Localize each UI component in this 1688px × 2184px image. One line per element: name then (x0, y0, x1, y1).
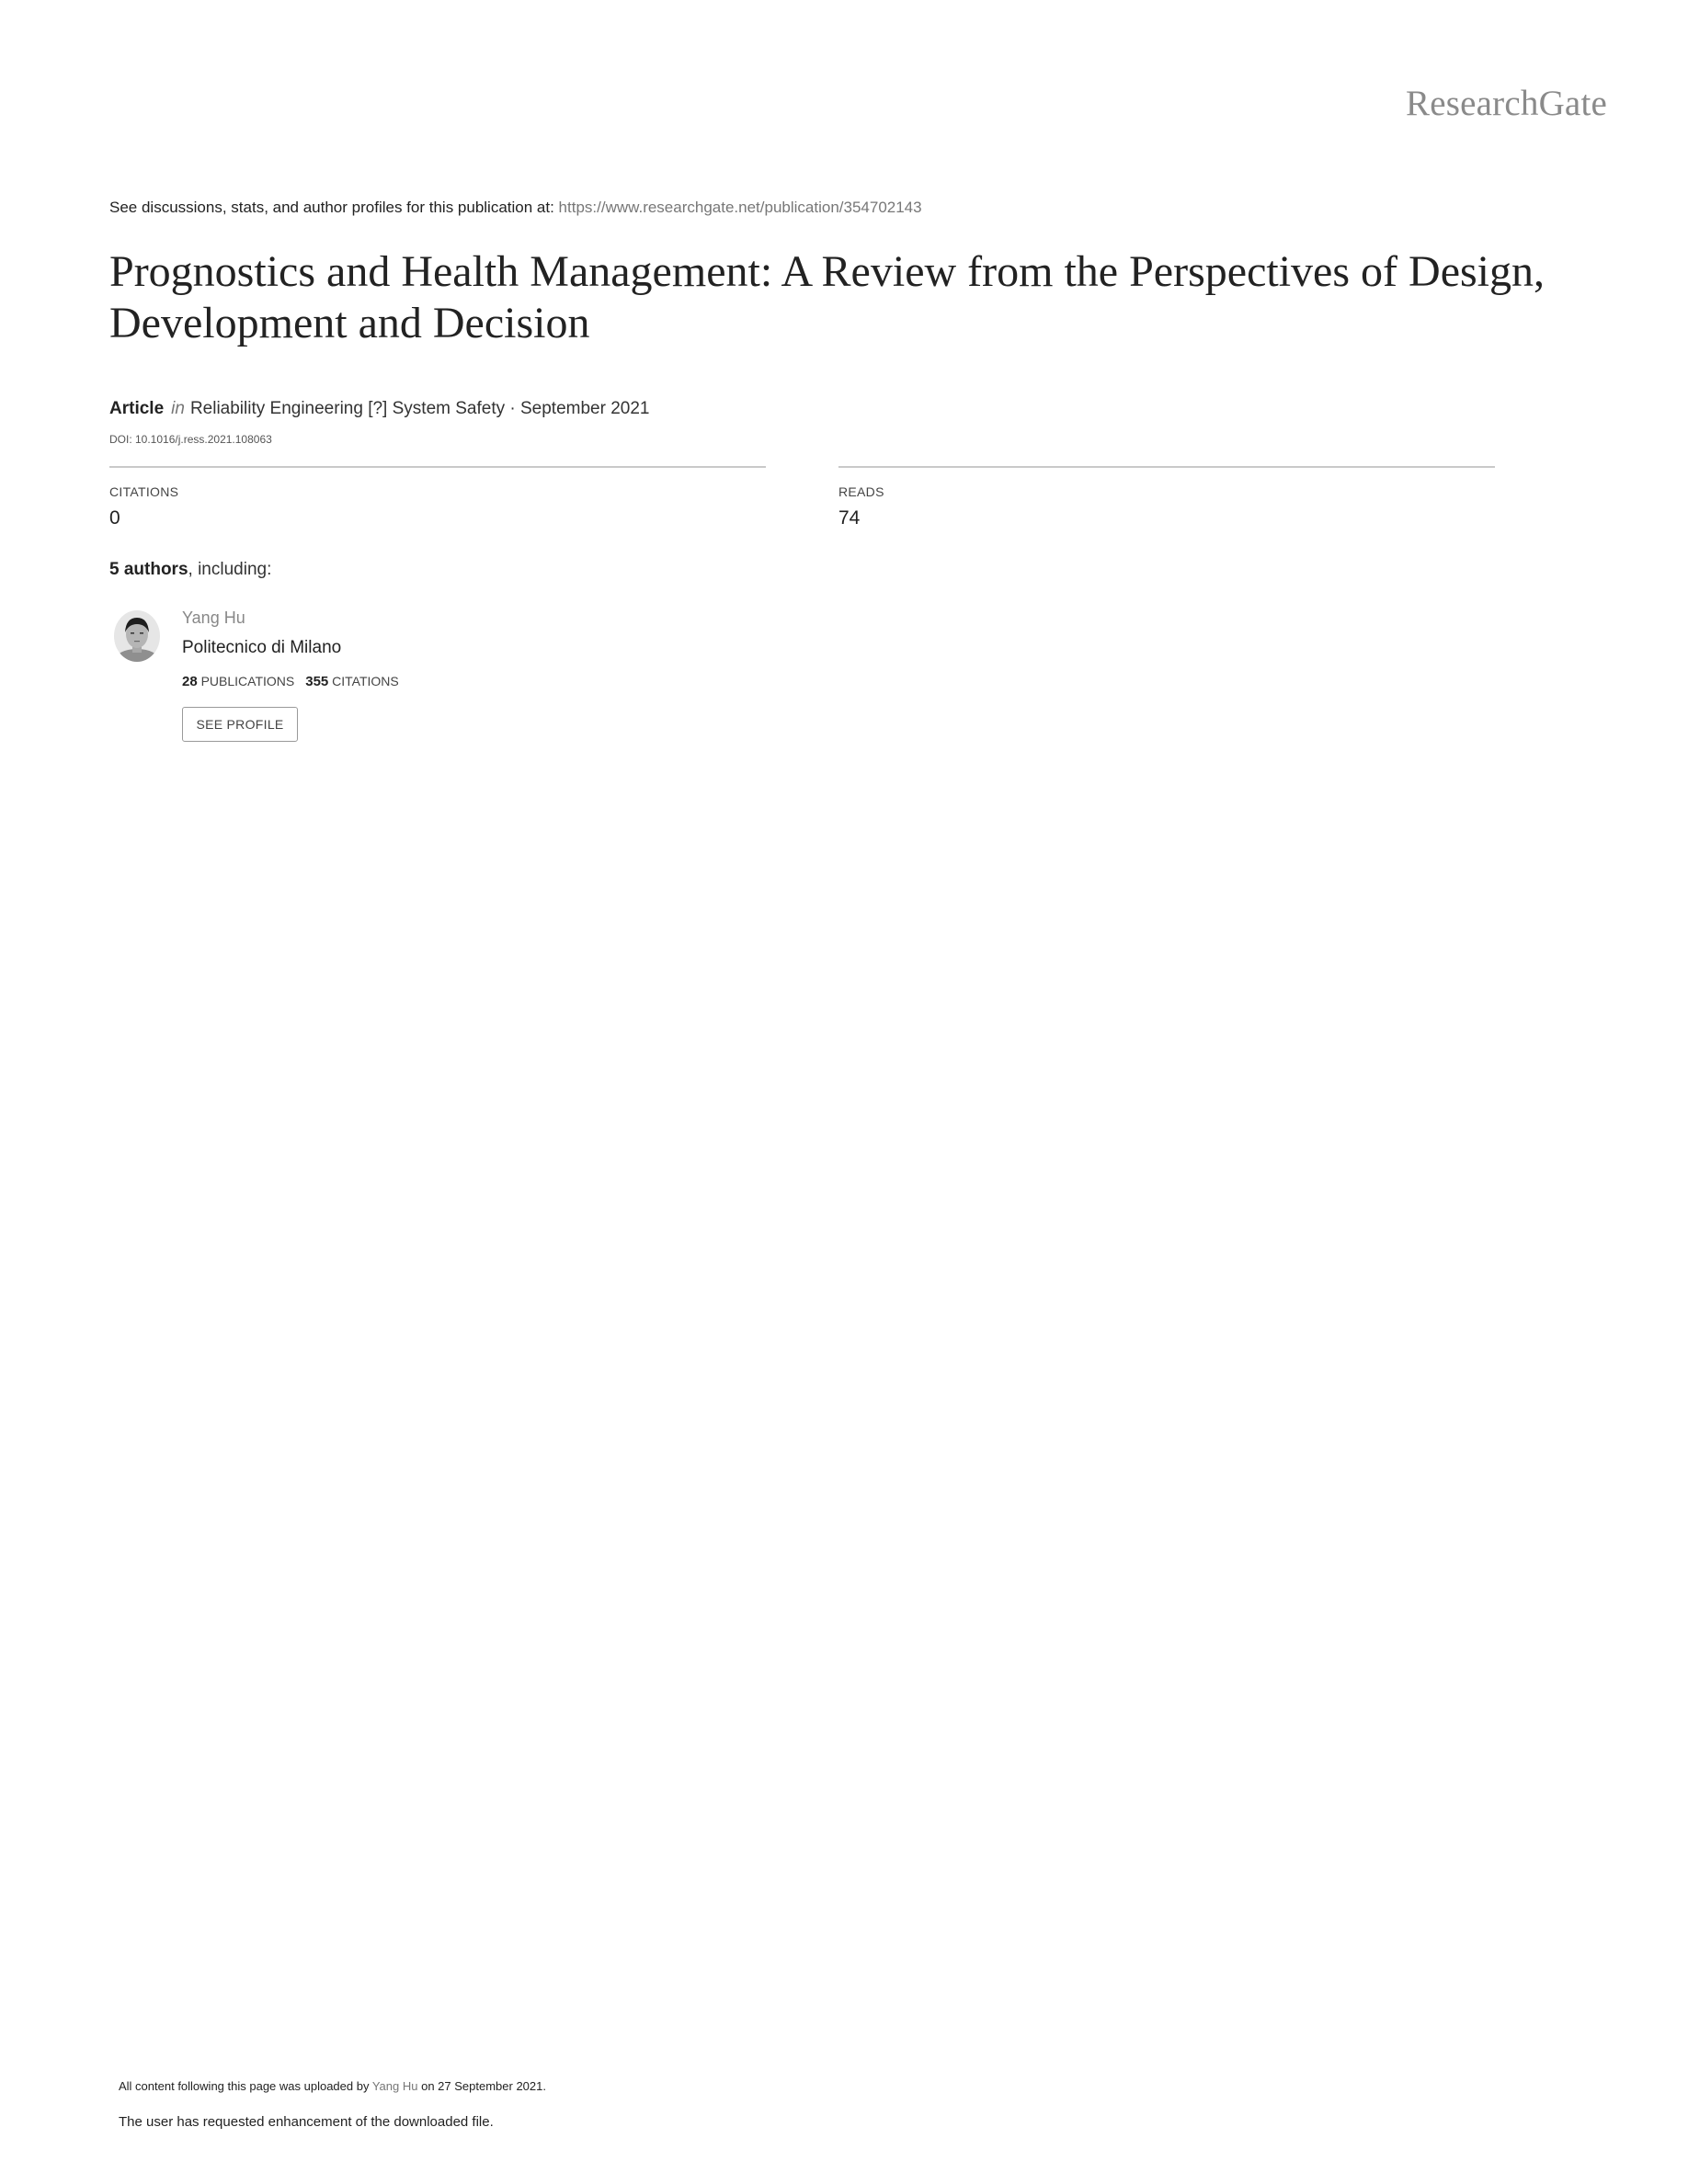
upload-suffix: on 27 September 2021. (417, 2079, 546, 2093)
article-title-line-2: Development and Decision (109, 299, 590, 347)
article-doi: DOI: 10.1016/j.ress.2021.108063 (109, 433, 272, 446)
author-stats (182, 674, 399, 689)
reads-divider (838, 466, 1495, 468)
in-word: in (171, 399, 185, 418)
upload-note (119, 2079, 546, 2093)
author-publications-label: PUBLICATIONS (200, 674, 295, 688)
author-name-link[interactable]: Yang Hu (182, 609, 245, 627)
reads-value: 74 (838, 507, 861, 529)
authors-count-line (109, 560, 271, 580)
citations-value: 0 (109, 507, 120, 529)
citations-label: CITATIONS (109, 484, 179, 499)
journal-and-date: Reliability Engineering [?] System Safety · September 2021 (189, 399, 650, 418)
enhancement-request-note: The user has requested enhancement of the downloaded file. (119, 2114, 494, 2130)
article-title-line-1: Prognostics and Health Management: A Review from the Perspectives of Design, (109, 247, 1545, 296)
author-publications-count: 28 (182, 674, 198, 689)
publication-url-link[interactable]: https://www.researchgate.net/publication/354702143 (558, 199, 922, 216)
reads-label: READS (838, 484, 884, 499)
author-citations-label: CITATIONS (332, 674, 399, 688)
article-type: Article (109, 399, 165, 418)
author-avatar[interactable] (114, 610, 160, 662)
see-discussions-text: See discussions, stats, and author profiles for this publication at: (109, 199, 559, 216)
researchgate-logo: ResearchGate (1406, 84, 1607, 123)
authors-count: 5 authors (109, 560, 188, 579)
publication-url-line (109, 199, 922, 217)
author-citations-count: 355 (305, 674, 329, 689)
article-title (109, 246, 1617, 349)
author-institution: Politecnico di Milano (182, 638, 342, 657)
uploader-link[interactable]: Yang Hu (371, 2079, 418, 2093)
article-meta (109, 399, 649, 419)
upload-prefix: All content following this page was uploaded by (119, 2079, 372, 2093)
citations-divider (109, 466, 766, 468)
authors-including: , including: (188, 560, 272, 579)
see-profile-button[interactable]: SEE PROFILE (182, 707, 298, 742)
author-photo-icon (114, 610, 160, 662)
